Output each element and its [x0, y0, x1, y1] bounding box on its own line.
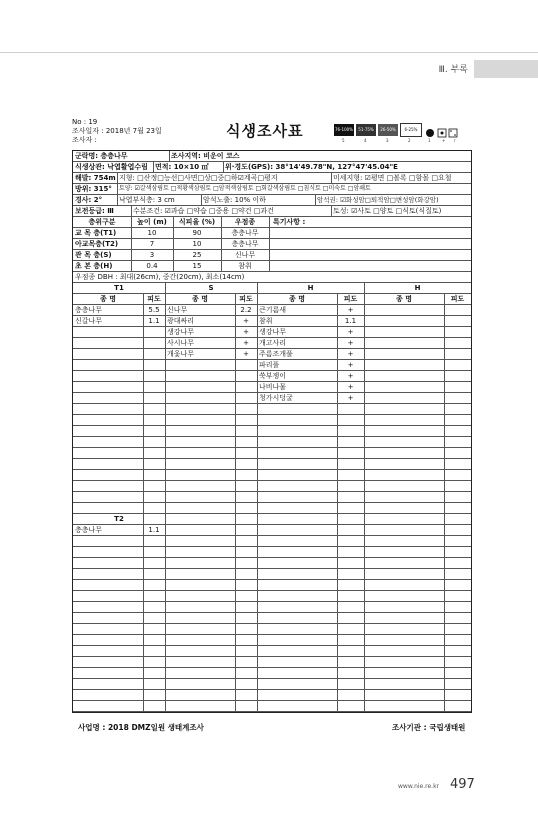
group-s: S	[208, 284, 214, 292]
section-label: Ⅲ. 부록	[438, 65, 468, 75]
info-row-2	[73, 162, 471, 173]
table-row	[73, 569, 471, 580]
table-row	[73, 525, 471, 536]
moisture-condition: 수분조건: ☑과습 □약습 □중용 □약건 □과건	[133, 207, 274, 215]
layer-cell: 25	[192, 251, 202, 259]
layer-cell: 10	[147, 229, 157, 237]
layer-cell: 15	[192, 262, 202, 270]
cover-value: +	[347, 328, 354, 336]
legend-box-3: 26-50%	[378, 124, 398, 136]
species-col-header: 피도	[450, 295, 465, 303]
survey-sheet	[72, 150, 472, 713]
species-col-header: 피도	[343, 295, 358, 303]
soil-texture: 토성: ☑사토 □양토 □식토(식질토)	[333, 207, 442, 215]
species-col-header: 종 명	[396, 295, 412, 303]
info-row-1	[73, 151, 471, 162]
species-name: 신나무	[167, 306, 188, 314]
layer-cell: 관 목 층(S)	[75, 251, 112, 259]
species-name: 신갈나무	[75, 317, 103, 325]
survey-agency: 조사기관 : 국립생태원	[392, 723, 466, 732]
info-row-4	[73, 184, 471, 195]
table-row	[73, 646, 471, 657]
layer-cell: 층층나무	[231, 240, 259, 248]
table-row	[73, 657, 471, 668]
info-row-5	[73, 195, 471, 206]
cover-value: +	[243, 328, 249, 336]
table-row	[73, 459, 471, 470]
species-name: 층층나무	[75, 306, 103, 314]
species-col-header: 종 명	[289, 295, 305, 303]
cover-value: 1.1	[148, 526, 160, 534]
group-t2: T2	[114, 515, 124, 523]
table-row	[73, 338, 471, 349]
table-row	[73, 503, 471, 514]
table-row	[73, 591, 471, 602]
gps-coordinates: 위·경도(GPS): 38°14'49.78"N, 127°47'45.04"E	[225, 163, 398, 171]
species-rows	[73, 305, 471, 712]
species-name: 파리풀	[259, 361, 280, 369]
cover-value: 2.2	[240, 306, 252, 314]
legend-num-3: 3	[386, 138, 389, 143]
legend-num-1: 1	[428, 138, 431, 143]
micro-terrain: 미세지형: ☑평면 □볼록 □함몰 □요철	[333, 174, 452, 182]
table-row	[73, 558, 471, 569]
t2-label-row	[73, 514, 471, 525]
legend-box-2: 6-25%	[400, 123, 422, 137]
special-notes: 특기사항 :	[273, 218, 306, 226]
legend-symbols	[424, 124, 460, 136]
layer-rows	[73, 228, 471, 272]
layer-col-type: 층위구분	[88, 218, 116, 226]
cover-value: +	[347, 350, 354, 358]
cover-value: +	[347, 339, 354, 347]
layer-row	[73, 239, 471, 250]
species-group-row	[73, 283, 471, 294]
table-row	[73, 382, 471, 393]
species-name: 사시나무	[167, 339, 195, 347]
page-title: 식생조사표	[226, 122, 304, 140]
legend-num-plus: +	[442, 138, 446, 143]
litter-layer: 낙엽부식층: 3 cm	[119, 196, 175, 204]
species-col-header: 피도	[239, 295, 253, 303]
cover-value: +	[243, 339, 249, 347]
community-name: 군락명: 층층나무	[75, 152, 128, 160]
species-col-header-row	[73, 294, 471, 305]
elevation: 해발: 754m	[75, 174, 116, 182]
dominant-dbh: 우점종 DBH : 최대(26cm), 중간(20cm), 최소(14cm)	[75, 273, 245, 281]
layer-cell: 교 목 층(T1)	[75, 229, 117, 237]
legend-num-4: 4	[364, 138, 367, 143]
species-col-header: 종 명	[100, 295, 116, 303]
survey-region: 조사지역: 비운이 코스	[171, 152, 240, 160]
legend-box-5: 76-100%	[334, 124, 354, 136]
table-row	[73, 327, 471, 338]
section-tab	[408, 60, 538, 78]
layer-cell: 초 본 층(H)	[75, 262, 113, 270]
species-name: 광대싸리	[167, 317, 195, 325]
group-h-1: H	[307, 284, 314, 292]
table-row	[73, 690, 471, 701]
table-row	[73, 415, 471, 426]
table-row	[73, 536, 471, 547]
dbh-row	[73, 272, 471, 283]
top-rule	[0, 52, 538, 53]
table-row	[73, 580, 471, 591]
table-row	[73, 679, 471, 690]
table-row	[73, 635, 471, 646]
legend-box-4: 51-75%	[356, 124, 376, 136]
cover-value: +	[347, 372, 354, 380]
species-col-header: 종 명	[192, 295, 208, 303]
protection-grade: 보전등급: Ⅲ	[75, 207, 114, 215]
cover-value: +	[347, 306, 354, 314]
table-row	[73, 492, 471, 503]
vegetation-physiognomy: 식생상관: 낙엽활엽수림	[75, 163, 148, 171]
layer-col-cover: 식피율 (%)	[178, 218, 216, 226]
site-url: www.nie.re.kr	[398, 783, 440, 790]
layer-row	[73, 261, 471, 272]
terrain: 지형: □산정□능선□사면□상□중□하☑계곡□평지	[119, 174, 278, 182]
bedrock: 암석권: ☑화성암□퇴적암□변성암(화강암)	[317, 196, 439, 204]
species-name: 큰기름새	[259, 306, 287, 314]
table-row	[73, 701, 471, 712]
table-row	[73, 448, 471, 459]
species-name: 생강나무	[259, 328, 287, 336]
aspect: 방위: 315°	[75, 185, 112, 193]
cover-value: 5.5	[148, 306, 160, 314]
layer-cell: 층층나무	[231, 229, 259, 237]
table-row	[73, 404, 471, 415]
cover-value: +	[243, 350, 249, 358]
species-name: 나비나물	[259, 383, 287, 391]
info-row-6	[73, 206, 471, 217]
layer-col-dominant: 우점종	[234, 218, 256, 226]
table-row	[73, 426, 471, 437]
table-row	[73, 305, 471, 316]
layer-cell: 신나무	[234, 251, 256, 259]
project-name: 사업명 : 2018 DMZ일원 생태계조사	[78, 723, 204, 732]
species-name: 청가시덩굴	[259, 394, 293, 402]
layer-cell: 참취	[238, 262, 252, 270]
table-row	[73, 393, 471, 404]
slope: 경사: 2°	[75, 196, 103, 204]
info-row-3	[73, 173, 471, 184]
table-row	[73, 316, 471, 327]
layer-cell: 90	[192, 229, 202, 237]
survey-date: 조사일자 : 2018년 7월 23일	[72, 127, 162, 135]
species-name: 참취	[259, 317, 273, 325]
cover-value: +	[347, 383, 354, 391]
layer-row	[73, 228, 471, 239]
layer-cell: 0.4	[146, 262, 158, 270]
species-col-header: 피도	[147, 295, 161, 303]
cover-value: 1.1	[148, 317, 160, 325]
legend-num-r: r	[454, 138, 456, 143]
species-name: 층층나무	[75, 526, 103, 534]
record-number: No : 19	[72, 118, 98, 126]
cover-value: +	[347, 361, 354, 369]
table-row	[73, 613, 471, 624]
table-row	[73, 547, 471, 558]
table-row	[73, 624, 471, 635]
layer-cell: 10	[192, 240, 202, 248]
page-number: 497	[450, 777, 475, 792]
legend-num-2: 2	[408, 138, 411, 143]
layer-cell: 3	[149, 251, 155, 259]
legend-num-5: 5	[342, 138, 345, 143]
plot-area: 면적: 10×10 ㎡	[155, 163, 209, 171]
cover-value: +	[243, 317, 249, 325]
table-row	[73, 371, 471, 382]
species-name: 생강나무	[167, 328, 195, 336]
table-row	[73, 481, 471, 492]
table-row	[73, 349, 471, 360]
layer-header-row	[73, 217, 471, 228]
cover-value: +	[347, 394, 354, 402]
section-bar	[474, 60, 538, 78]
species-name: 개옻나무	[167, 350, 195, 358]
surveyor: 조사자 :	[72, 136, 97, 144]
table-row	[73, 470, 471, 481]
table-row	[73, 360, 471, 371]
rock-exposure: 암석노출: 10% 이하	[203, 196, 266, 204]
cover-value: 1.1	[344, 317, 357, 325]
species-name: 주름조개풀	[259, 350, 293, 358]
group-h-2: H	[414, 284, 421, 292]
table-row	[73, 602, 471, 613]
table-row	[73, 437, 471, 448]
layer-col-height: 높이 (m)	[137, 218, 167, 226]
soil-type: 토양: ☑갈색삼림토 □적황색삼림토 □암적색삼림토 □회갈색삼림토 □침식토 □미숙토 □암쇄토	[119, 185, 371, 192]
layer-row	[73, 250, 471, 261]
species-name: 개고사리	[259, 339, 287, 347]
layer-cell: 아교목층(T2)	[75, 240, 119, 248]
layer-cell: 7	[149, 240, 155, 248]
table-row	[73, 668, 471, 679]
species-name: 쑥부쟁이	[259, 372, 287, 380]
group-t1: T1	[114, 284, 124, 292]
cover-legend	[334, 118, 464, 143]
